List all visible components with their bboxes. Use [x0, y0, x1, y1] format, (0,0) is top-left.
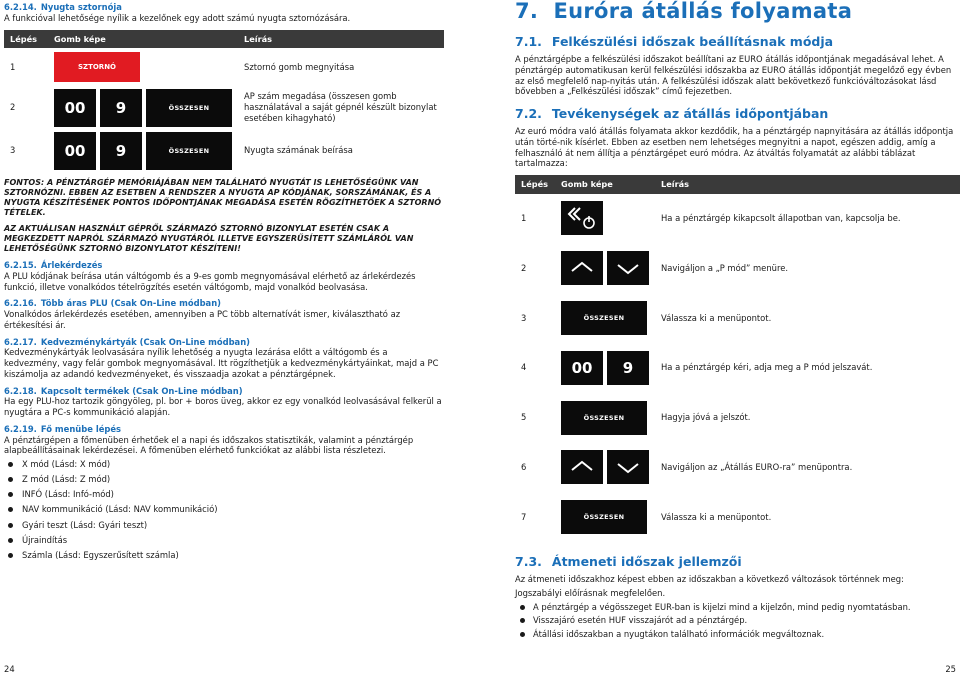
col-header-key: Gomb képe: [561, 179, 613, 189]
step-description: Hagyja jóvá a jelszót.: [661, 412, 751, 423]
key-9: 9: [607, 351, 649, 385]
section-title: Átmeneti időszak jellemzői: [551, 554, 742, 570]
section-number: 6.2.19.: [4, 423, 37, 434]
list-item: A pénztárgép a végösszeget EUR-ban is kijelzi mind a kijelzőn, mind pedig nyomtatásban.: [515, 602, 960, 613]
chapter-heading: [515, 1, 960, 22]
section-title: Nyugta sztornója: [40, 2, 122, 12]
section-number: 6.2.14.: [4, 2, 37, 12]
section-6-2-17-heading: [4, 337, 444, 348]
section-6-2-18-heading: [4, 386, 444, 397]
section-7-2-heading: [515, 106, 960, 122]
list-item: Gyári teszt (Lásd: Gyári teszt): [4, 520, 444, 531]
section-6-2-18-body: Ha egy PLU-hoz tartozik göngyöleg, pl. bor + boros üveg, akkor ez egy vonalkód leolvasásával felkerül a nyugtára a PC-s kommunikáció alapján.: [4, 396, 442, 417]
step-number: 4: [521, 362, 527, 373]
page-number: 24: [4, 664, 15, 675]
col-header-desc: Leírás: [661, 179, 690, 189]
section-7-1-heading: [515, 34, 960, 50]
section-number: 6.2.15.: [4, 260, 37, 270]
step-number: 1: [521, 213, 527, 224]
list-item: X mód (Lásd: X mód): [4, 459, 444, 470]
key-00: 00: [561, 351, 603, 385]
table-row: [515, 393, 960, 443]
table-header-row: [4, 30, 444, 49]
step-number: 2: [521, 262, 527, 273]
step-number: 5: [521, 412, 527, 423]
section-7-2-body: Az euró módra való átállás folyamata akkor kezdődik, ha a pénztárgép napnyitására az átállás időpontja után törté-nik kísérlet. Ebben az esetben nem lehetséges megnyitni a napot, egészen addig, amíg a felhasználó át nem állítja a pénztárgépet euró módra. Az átváltás folyamatát az alábbi táblázat tartalmazza:: [515, 126, 954, 169]
col-header-desc: Leírás: [244, 33, 273, 44]
section-6-2-19-heading: [4, 424, 444, 435]
osszesen-key: ÖSSZESEN: [146, 132, 232, 170]
right-page: [510, 0, 960, 678]
chevron-up-icon: [561, 450, 603, 484]
section-title: Kedvezménykártyák (Csak On-Line módban): [40, 336, 251, 347]
table-row: [515, 442, 960, 492]
section-title: Kapcsolt termékek (Csak On-Line módban): [40, 385, 243, 396]
warning-paragraph: AZ AKTUÁLISAN HASZNÁLT GÉPRŐL SZÁRMAZÓ SZTORNÓ BIZONYLAT ESETÉN CSAK A MEGKEZDETT NAPRÓL SZÁRMAZÓ NYUGTÁRÓL ILLETVE EGYSZERŰSÍTETT SZÁMLÁRÓL VAN LEHETŐSÉGÜNK SZTORNÓ BIZONYLATOT KÉSZÍTENI!: [4, 224, 414, 253]
chevron-up-icon: [561, 251, 603, 285]
step-number: 3: [10, 145, 16, 156]
section-6-2-17-body: Kedvezménykártyák leolvasására nyílik lehetőség a nyugta lezárása előtt a váltógomb és a kedvezmény, vagy felár gombok megnyomásával. Itt rögzíthetjük a kedvezménykártyáinkat, majd a PC kiszámolja az adandó kedvezményeket, és visszaadja azokat a pénztárgépnek.: [4, 347, 439, 379]
section-6-2-14-intro: A funkcióval lehetősége nyílik a kezelőnek egy adott számú nyugta sztornózására.: [4, 12, 351, 23]
warning-paragraph: FONTOS: A PÉNZTÁRGÉP MEMÓRIÁJÁBAN NEM TALÁLHATÓ NYUGTÁT IS LEHETŐSÉGÜNK VAN SZTORNÓZNI. EBBEN AZ ESETBEN A RENDSZER A NYUGTA AP KÓDJÁNAK, SORSZÁMÁNAK, ÉS A NYUGTA KÉSZÍTÉSÉNEK PONTOS IDŐPONTJÁNAK MEGADÁSA ESETÉN RÖGZÍTHETŐEK A SZTORNÓ TÉTELEK.: [4, 178, 442, 217]
table-row: [4, 48, 444, 86]
chevron-down-icon: [607, 251, 649, 285]
section-number: 6.2.16.: [4, 298, 37, 309]
step-number: 3: [521, 312, 527, 323]
section-7-1-body: A pénztárgépbe a felkészülési időszakot beállítani az EURO átállás időpontjának megadásával lehet. A pénztárgép automatikusan kerül felkészülési időszakba az EURO átállás időpontját megelőző egy évben az első megfelelő nap-nyitás után. A felkészülési időszak alatt bekövetkező funkcióváltozásokat lásd bővebben a „Felkészülési időszak” című fejezetben.: [515, 54, 952, 97]
key-9: 9: [100, 89, 142, 127]
step-description: Navigáljon az „Átállás EURO-ra” menüpontra.: [661, 462, 853, 472]
section-title: Árlekérdezés: [40, 260, 103, 270]
osszesen-key: ÖSSZESEN: [146, 89, 232, 127]
step-description: Ha a pénztárgép kikapcsolt állapotban van, kapcsolja be.: [661, 213, 901, 224]
list-item: Számla (Lásd: Egyszerűsített számla): [4, 550, 444, 561]
list-item: Z mód (Lásd: Z mód): [4, 474, 444, 485]
step-description: Válassza ki a menüpontot.: [661, 312, 772, 323]
section-7-3-heading: [515, 554, 960, 570]
transition-bullets: [515, 602, 960, 640]
step-number: 6: [521, 462, 527, 472]
euro-steps-table: [515, 175, 960, 542]
section-title: Felkészülési időszak beállításnak módja: [551, 34, 834, 49]
main-menu-list: [4, 459, 444, 561]
list-item: NAV kommunikáció (Lásd: NAV kommunikáció): [4, 504, 444, 515]
osszesen-key: ÖSSZESEN: [561, 500, 647, 534]
key-00: 00: [54, 132, 96, 170]
col-header-key: Gomb képe: [54, 33, 106, 44]
table-row: [4, 129, 444, 172]
chapter-title: Euróra átállás folyamata: [553, 0, 853, 23]
step-number: 7: [521, 511, 527, 522]
section-number: 7.3.: [515, 554, 542, 570]
col-header-step: Lépés: [10, 33, 38, 44]
table-row: [515, 243, 960, 293]
step-description: Sztornó gomb megnyitása: [244, 61, 355, 72]
section-6-2-16-body: Vonalkódos árlekérdezés esetében, amennyiben a PC több alternatívát ismer, kiválasztható az értékesítési ár.: [4, 309, 401, 330]
step-number: 2: [10, 102, 16, 113]
list-item: Újraindítás: [4, 535, 444, 546]
table-row: [515, 343, 960, 393]
section-6-2-19-body: A pénztárgépen a főmenüben érhetőek el a napi és időszakos statisztikák, valamint a pénztárgép alapbeállításainak lekérdezései. A főmenüben elérhető funkciókat az alábbi lista részletezi.: [4, 434, 414, 456]
step-number: 1: [10, 61, 16, 72]
warning-block: [4, 178, 444, 254]
list-item: Visszajáró esetén HUF visszajárót ad a pénztárgép.: [515, 615, 960, 626]
key-00: 00: [54, 89, 96, 127]
storno-steps-table: [4, 30, 444, 173]
section-6-2-16-heading: [4, 298, 444, 309]
key-9: 9: [100, 132, 142, 170]
chapter-number: 7.: [515, 0, 539, 23]
list-item: INFÓ (Lásd: Infó-mód): [4, 489, 444, 500]
osszesen-key: ÖSSZESEN: [561, 301, 647, 335]
step-description: Válassza ki a menüpontot.: [661, 511, 772, 522]
table-row: [515, 194, 960, 244]
section-number: 7.2.: [515, 106, 542, 121]
step-description: Ha a pénztárgép kéri, adja meg a P mód jelszavát.: [661, 362, 873, 373]
osszesen-key: ÖSSZESEN: [561, 401, 647, 435]
section-number: 6.2.18.: [4, 385, 37, 396]
table-header-row: [515, 175, 960, 194]
section-6-2-15-body: A PLU kódjának beírása után váltógomb és a 9-es gomb megnyomásával elérhető az árlekérdezés funkció, illetve vonalkódos tételrögzítés esetén váltógomb, majd vonalkód beolvasása.: [4, 270, 416, 292]
section-6-2-15-heading: [4, 260, 444, 271]
col-header-step: Lépés: [521, 179, 549, 189]
section-title: Több áras PLU (Csak On-Line módban): [40, 298, 222, 309]
step-description: Nyugta számának beírása: [244, 145, 353, 156]
section-7-3-intro-2: Jogszabályi előírásnak megfelelően.: [515, 587, 666, 598]
table-row: [4, 86, 444, 129]
section-number: 7.1.: [515, 34, 542, 49]
step-description: AP szám megadása (összesen gomb használatával a saját gépnél készült bizonylat esetében kihagyható): [244, 91, 437, 123]
section-7-3-intro: Az átmeneti időszakhoz képest ebben az időszakban a következő változások történnek meg:: [515, 574, 904, 585]
power-back-icon: [561, 201, 603, 235]
section-6-2-14-heading: [4, 2, 444, 13]
page-number: 25: [945, 664, 956, 675]
table-row: [515, 492, 960, 542]
section-number: 6.2.17.: [4, 336, 37, 347]
step-description: Navigáljon a „P mód” menüre.: [661, 262, 789, 273]
section-title: Fő menübe lépés: [40, 423, 122, 434]
section-title: Tevékenységek az átállás időpontjában: [551, 106, 829, 121]
storno-key: SZTORNÓ: [54, 52, 140, 82]
list-item: Átállási időszakban a nyugtákon található információk megváltoznak.: [515, 629, 960, 640]
chevron-down-icon: [607, 450, 649, 484]
table-row: [515, 293, 960, 343]
